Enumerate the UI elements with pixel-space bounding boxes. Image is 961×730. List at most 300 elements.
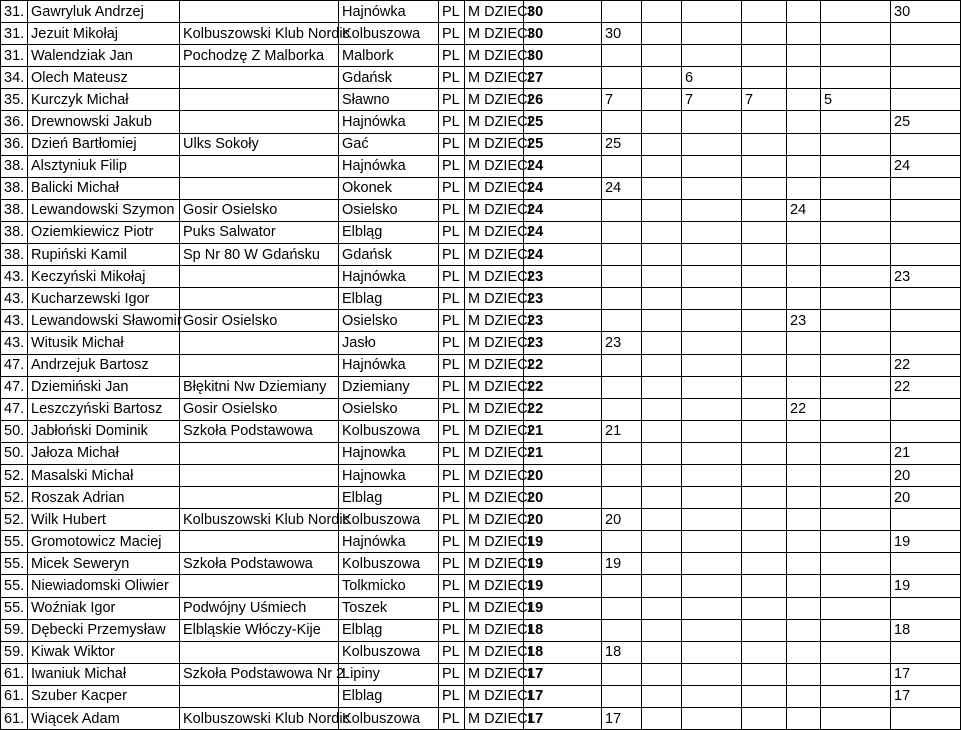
category-cell: M DZIECI: [465, 155, 524, 177]
score-cell: [602, 310, 642, 332]
score-cell: [682, 354, 742, 376]
score-cell: [682, 310, 742, 332]
total-cell: 17: [524, 708, 602, 730]
score-cell: [787, 133, 821, 155]
club-cell: [180, 354, 339, 376]
score-cell: [742, 487, 787, 509]
score-cell: [891, 199, 961, 221]
city-cell: Toszek: [339, 597, 439, 619]
country-cell: PL: [439, 111, 465, 133]
country-cell: PL: [439, 45, 465, 67]
score-cell: [891, 45, 961, 67]
table-row: [1, 288, 961, 310]
table-row: [1, 354, 961, 376]
city-cell: Lipiny: [339, 663, 439, 685]
club-cell: Szkoła Podstawowa Nr 2: [180, 663, 339, 685]
score-cell: [891, 310, 961, 332]
score-cell: [642, 244, 682, 266]
total-cell: 24: [524, 199, 602, 221]
table-row: [1, 685, 961, 707]
score-cell: [821, 288, 891, 310]
club-cell: Pochodzę Z Malborka: [180, 45, 339, 67]
score-cell: [821, 464, 891, 486]
score-cell: [742, 376, 787, 398]
score-cell: [642, 111, 682, 133]
city-cell: Kolbuszowa: [339, 420, 439, 442]
table-row: [1, 266, 961, 288]
name-cell: Dzień Bartłomiej: [28, 133, 180, 155]
score-cell: [787, 177, 821, 199]
total-cell: 20: [524, 487, 602, 509]
category-cell: M DZIECI: [465, 354, 524, 376]
name-cell: Jałoza Michał: [28, 442, 180, 464]
total-cell: 17: [524, 663, 602, 685]
score-cell: [682, 199, 742, 221]
score-cell: [787, 509, 821, 531]
score-cell: [787, 221, 821, 243]
score-cell: [821, 663, 891, 685]
place-cell: 31.: [1, 1, 28, 23]
club-cell: [180, 442, 339, 464]
place-cell: 36.: [1, 111, 28, 133]
table-row: [1, 487, 961, 509]
name-cell: Dębecki Przemysław: [28, 619, 180, 641]
city-cell: Kolbuszowa: [339, 509, 439, 531]
score-cell: [742, 685, 787, 707]
table-row: [1, 464, 961, 486]
table-row: [1, 509, 961, 531]
city-cell: Jasło: [339, 332, 439, 354]
score-cell: [787, 67, 821, 89]
category-cell: M DZIECI: [465, 464, 524, 486]
score-cell: [602, 199, 642, 221]
score-cell: [821, 509, 891, 531]
city-cell: Elblag: [339, 487, 439, 509]
score-cell: 22: [891, 354, 961, 376]
place-cell: 52.: [1, 487, 28, 509]
score-cell: 7: [742, 89, 787, 111]
score-cell: [602, 1, 642, 23]
score-cell: [821, 376, 891, 398]
place-cell: 59.: [1, 641, 28, 663]
score-cell: [742, 45, 787, 67]
score-cell: [602, 487, 642, 509]
club-cell: [180, 531, 339, 553]
score-cell: [742, 663, 787, 685]
club-cell: Podwójny Uśmiech: [180, 597, 339, 619]
table-row: [1, 619, 961, 641]
total-cell: 19: [524, 575, 602, 597]
table-row: [1, 199, 961, 221]
table-row: [1, 310, 961, 332]
place-cell: 43.: [1, 310, 28, 332]
score-cell: [682, 133, 742, 155]
score-cell: [602, 575, 642, 597]
category-cell: M DZIECI: [465, 288, 524, 310]
name-cell: Wiącek Adam: [28, 708, 180, 730]
score-cell: 23: [787, 310, 821, 332]
score-cell: [821, 199, 891, 221]
score-cell: 21: [891, 442, 961, 464]
club-cell: [180, 155, 339, 177]
category-cell: M DZIECI: [465, 111, 524, 133]
score-cell: [742, 619, 787, 641]
score-cell: [642, 442, 682, 464]
place-cell: 35.: [1, 89, 28, 111]
place-cell: 47.: [1, 354, 28, 376]
score-cell: [682, 376, 742, 398]
club-cell: Gosir Osielsko: [180, 199, 339, 221]
place-cell: 52.: [1, 509, 28, 531]
table-row: [1, 45, 961, 67]
score-cell: 23: [602, 332, 642, 354]
country-cell: PL: [439, 310, 465, 332]
club-cell: [180, 641, 339, 663]
score-cell: [891, 509, 961, 531]
category-cell: M DZIECI: [465, 597, 524, 619]
score-cell: [742, 354, 787, 376]
score-cell: [787, 376, 821, 398]
total-cell: 24: [524, 244, 602, 266]
score-cell: [821, 133, 891, 155]
score-cell: [642, 641, 682, 663]
country-cell: PL: [439, 221, 465, 243]
score-cell: [821, 354, 891, 376]
category-cell: M DZIECI: [465, 663, 524, 685]
score-cell: [602, 597, 642, 619]
score-cell: [642, 509, 682, 531]
score-cell: [642, 133, 682, 155]
score-cell: [891, 420, 961, 442]
total-cell: 17: [524, 685, 602, 707]
score-cell: 17: [891, 663, 961, 685]
total-cell: 22: [524, 398, 602, 420]
total-cell: 20: [524, 509, 602, 531]
name-cell: Kucharzewski Igor: [28, 288, 180, 310]
table-row: [1, 332, 961, 354]
name-cell: Keczyński Mikołaj: [28, 266, 180, 288]
name-cell: Roszak Adrian: [28, 487, 180, 509]
table-row: [1, 641, 961, 663]
city-cell: Hajnowka: [339, 464, 439, 486]
score-cell: [642, 487, 682, 509]
total-cell: 25: [524, 111, 602, 133]
table-row: [1, 23, 961, 45]
category-cell: M DZIECI: [465, 177, 524, 199]
score-cell: [682, 641, 742, 663]
place-cell: 43.: [1, 288, 28, 310]
score-cell: [821, 398, 891, 420]
place-cell: 61.: [1, 685, 28, 707]
country-cell: PL: [439, 67, 465, 89]
score-cell: [891, 553, 961, 575]
category-cell: M DZIECI: [465, 310, 524, 332]
score-cell: [642, 619, 682, 641]
score-cell: [642, 1, 682, 23]
country-cell: PL: [439, 509, 465, 531]
place-cell: 38.: [1, 221, 28, 243]
score-cell: [642, 663, 682, 685]
city-cell: Kolbuszowa: [339, 553, 439, 575]
table-row: [1, 89, 961, 111]
city-cell: Hajnówka: [339, 1, 439, 23]
total-cell: 23: [524, 310, 602, 332]
name-cell: Niewiadomski Oliwier: [28, 575, 180, 597]
city-cell: Elbląg: [339, 619, 439, 641]
score-cell: 18: [602, 641, 642, 663]
country-cell: PL: [439, 23, 465, 45]
table-row: [1, 531, 961, 553]
category-cell: M DZIECI: [465, 509, 524, 531]
score-cell: 21: [602, 420, 642, 442]
score-cell: [787, 663, 821, 685]
score-cell: [602, 376, 642, 398]
score-cell: 22: [891, 376, 961, 398]
table-row: [1, 244, 961, 266]
place-cell: 47.: [1, 376, 28, 398]
score-cell: 20: [602, 509, 642, 531]
score-cell: [821, 553, 891, 575]
place-cell: 61.: [1, 708, 28, 730]
score-cell: [642, 310, 682, 332]
score-cell: [742, 23, 787, 45]
country-cell: PL: [439, 442, 465, 464]
category-cell: M DZIECI: [465, 553, 524, 575]
club-cell: Kolbuszowski Klub Nordic: [180, 509, 339, 531]
score-cell: [821, 45, 891, 67]
city-cell: Sławno: [339, 89, 439, 111]
score-cell: [682, 23, 742, 45]
table-row: [1, 597, 961, 619]
total-cell: 22: [524, 354, 602, 376]
score-cell: 23: [891, 266, 961, 288]
score-cell: [787, 597, 821, 619]
country-cell: PL: [439, 288, 465, 310]
club-cell: Kolbuszowski Klub Nordic: [180, 23, 339, 45]
score-cell: [682, 575, 742, 597]
score-cell: [642, 553, 682, 575]
score-cell: [642, 45, 682, 67]
club-cell: Elbląskie Włóczy-Kije: [180, 619, 339, 641]
score-cell: [821, 67, 891, 89]
score-cell: [787, 45, 821, 67]
score-cell: [602, 67, 642, 89]
score-cell: [787, 89, 821, 111]
country-cell: PL: [439, 376, 465, 398]
score-cell: [821, 221, 891, 243]
table-row: [1, 663, 961, 685]
table-row: [1, 67, 961, 89]
score-cell: [821, 619, 891, 641]
score-cell: [821, 266, 891, 288]
score-cell: [821, 310, 891, 332]
score-cell: [642, 685, 682, 707]
name-cell: Witusik Michał: [28, 332, 180, 354]
score-cell: [891, 23, 961, 45]
score-cell: [821, 442, 891, 464]
score-cell: [742, 575, 787, 597]
score-cell: [742, 531, 787, 553]
club-cell: Puks Salwator: [180, 221, 339, 243]
name-cell: Micek Seweryn: [28, 553, 180, 575]
total-cell: 18: [524, 619, 602, 641]
category-cell: M DZIECI: [465, 332, 524, 354]
total-cell: 24: [524, 177, 602, 199]
name-cell: Iwaniuk Michał: [28, 663, 180, 685]
score-cell: [682, 442, 742, 464]
score-cell: [787, 442, 821, 464]
score-cell: [642, 354, 682, 376]
club-cell: Szkoła Podstawowa: [180, 553, 339, 575]
score-cell: [821, 155, 891, 177]
score-cell: [642, 420, 682, 442]
score-cell: [742, 332, 787, 354]
name-cell: Lewandowski Szymon: [28, 199, 180, 221]
place-cell: 43.: [1, 332, 28, 354]
place-cell: 59.: [1, 619, 28, 641]
total-cell: 23: [524, 332, 602, 354]
score-cell: [787, 155, 821, 177]
score-cell: [891, 177, 961, 199]
name-cell: Masalski Michał: [28, 464, 180, 486]
total-cell: 22: [524, 376, 602, 398]
city-cell: Hajnowka: [339, 442, 439, 464]
city-cell: Elbląg: [339, 221, 439, 243]
place-cell: 38.: [1, 244, 28, 266]
country-cell: PL: [439, 199, 465, 221]
name-cell: Szuber Kacper: [28, 685, 180, 707]
table-row: [1, 420, 961, 442]
score-cell: 18: [891, 619, 961, 641]
country-cell: PL: [439, 531, 465, 553]
score-cell: [642, 531, 682, 553]
score-cell: [742, 199, 787, 221]
place-cell: 31.: [1, 23, 28, 45]
score-cell: [821, 1, 891, 23]
score-cell: [742, 288, 787, 310]
country-cell: PL: [439, 619, 465, 641]
score-cell: 25: [891, 111, 961, 133]
score-cell: 20: [891, 464, 961, 486]
name-cell: Wilk Hubert: [28, 509, 180, 531]
score-cell: [642, 23, 682, 45]
score-cell: [742, 420, 787, 442]
place-cell: 38.: [1, 177, 28, 199]
score-cell: [682, 221, 742, 243]
place-cell: 34.: [1, 67, 28, 89]
score-cell: [742, 597, 787, 619]
country-cell: PL: [439, 553, 465, 575]
club-cell: Ulks Sokoły: [180, 133, 339, 155]
score-cell: [642, 708, 682, 730]
score-cell: [742, 310, 787, 332]
score-cell: [891, 244, 961, 266]
category-cell: M DZIECI: [465, 23, 524, 45]
score-cell: [682, 464, 742, 486]
club-cell: Sp Nr 80 W Gdańsku: [180, 244, 339, 266]
score-cell: [742, 133, 787, 155]
country-cell: PL: [439, 641, 465, 663]
club-cell: [180, 89, 339, 111]
city-cell: Gdańsk: [339, 67, 439, 89]
score-cell: [682, 177, 742, 199]
score-cell: [787, 464, 821, 486]
score-cell: [642, 221, 682, 243]
total-cell: 30: [524, 23, 602, 45]
total-cell: 25: [524, 133, 602, 155]
place-cell: 52.: [1, 464, 28, 486]
name-cell: Jabłoński Dominik: [28, 420, 180, 442]
country-cell: PL: [439, 354, 465, 376]
place-cell: 50.: [1, 420, 28, 442]
category-cell: M DZIECI: [465, 45, 524, 67]
score-cell: [602, 111, 642, 133]
table-row: [1, 155, 961, 177]
total-cell: 23: [524, 288, 602, 310]
score-cell: [642, 288, 682, 310]
place-cell: 55.: [1, 531, 28, 553]
total-cell: 26: [524, 89, 602, 111]
score-cell: [642, 464, 682, 486]
country-cell: PL: [439, 155, 465, 177]
city-cell: Elblag: [339, 288, 439, 310]
score-cell: [787, 619, 821, 641]
city-cell: Elblag: [339, 685, 439, 707]
score-cell: [787, 111, 821, 133]
score-cell: [821, 332, 891, 354]
place-cell: 38.: [1, 199, 28, 221]
total-cell: 27: [524, 67, 602, 89]
category-cell: M DZIECI: [465, 708, 524, 730]
name-cell: Leszczyński Bartosz: [28, 398, 180, 420]
score-cell: [821, 23, 891, 45]
score-cell: [682, 398, 742, 420]
score-cell: [602, 155, 642, 177]
city-cell: Kolbuszowa: [339, 23, 439, 45]
place-cell: 50.: [1, 442, 28, 464]
score-cell: [821, 244, 891, 266]
country-cell: PL: [439, 597, 465, 619]
club-cell: Gosir Osielsko: [180, 310, 339, 332]
score-cell: [787, 531, 821, 553]
score-cell: [642, 89, 682, 111]
score-cell: [682, 685, 742, 707]
score-cell: [787, 266, 821, 288]
score-cell: 30: [602, 23, 642, 45]
name-cell: Gawryluk Andrzej: [28, 1, 180, 23]
total-cell: 30: [524, 1, 602, 23]
score-cell: [742, 708, 787, 730]
place-cell: 31.: [1, 45, 28, 67]
place-cell: 36.: [1, 133, 28, 155]
city-cell: Tolkmicko: [339, 575, 439, 597]
score-cell: [642, 67, 682, 89]
score-cell: [602, 288, 642, 310]
name-cell: Alsztyniuk Filip: [28, 155, 180, 177]
score-cell: [602, 619, 642, 641]
country-cell: PL: [439, 133, 465, 155]
score-cell: [891, 221, 961, 243]
total-cell: 30: [524, 45, 602, 67]
place-cell: 47.: [1, 398, 28, 420]
score-cell: [891, 641, 961, 663]
city-cell: Osielsko: [339, 199, 439, 221]
score-cell: [821, 708, 891, 730]
club-cell: [180, 575, 339, 597]
score-cell: [602, 442, 642, 464]
score-cell: [682, 509, 742, 531]
table-row: [1, 133, 961, 155]
